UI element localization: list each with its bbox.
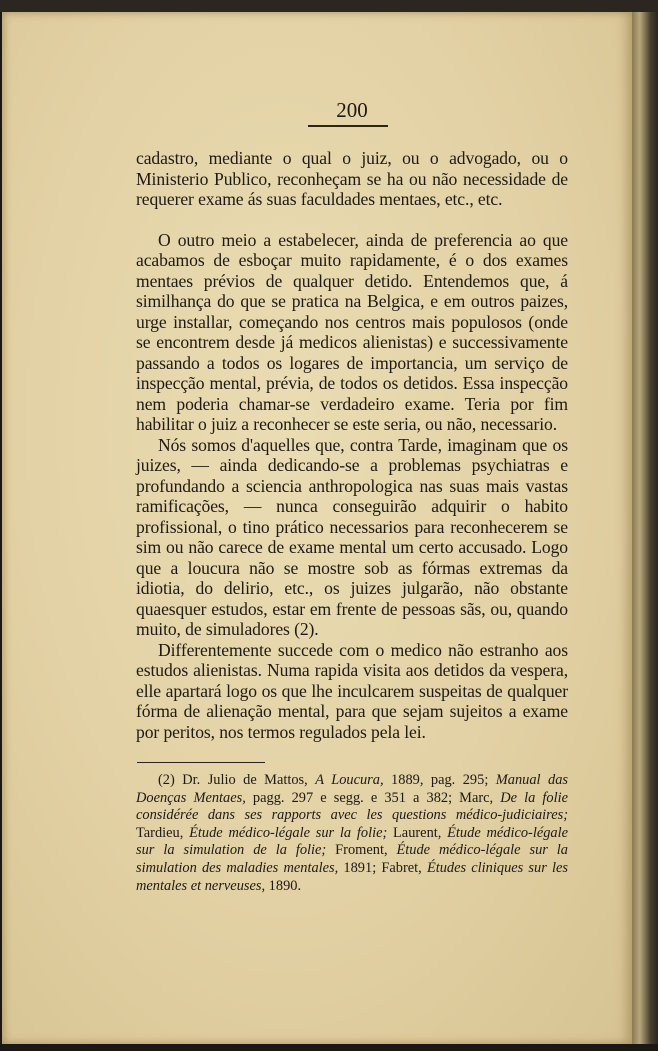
footnote-title: De la folie considérée dans ses rapports avec les questions médico-judiciaires; [136, 789, 569, 824]
footnote-segment: 1891; Fabret, [338, 859, 427, 876]
page-number-rule [308, 125, 388, 127]
footnote-title: Étude médico-légale sur la folie; [189, 824, 388, 841]
paragraph-1: cadastro, mediante o qual o juiz, ou o advogado, ou o Ministerio Publico, reconheçam se ha ou não necessidade de requerer exame ás suas faculdades mentaes, etc., etc. [136, 148, 568, 209]
footnote-title: Étude médico-légale sur la simulation de la folie; [136, 824, 568, 859]
footnote-text [136, 772, 568, 895]
footnote-segment: Tardieu, [136, 824, 190, 841]
footnote-segment: Laurent, [387, 824, 448, 841]
page-number: 200 [336, 98, 368, 122]
paragraph-4: Differentemente succede com o medico não estranho aos estudos alienistas. Numa rapida visita aos detidos da vespera, elle apartará logo os que lhe inculcarem suspeitas de qualquer fórma de alienação mental, para que sejam sujeitos a exame por peritos, nos termos regulados pela lei. [136, 639, 568, 742]
footnote-title: Étude médico-légale sur la simulation des maladies mentales, [136, 842, 568, 876]
footnote-title: Manual das Doenças Mentaes, [136, 772, 569, 806]
footnote-segment: Froment, [326, 842, 397, 859]
scan-top-edge [0, 0, 658, 12]
footnote-rule [137, 762, 265, 763]
paragraph-3: Nós somos d'aquelles que, contra Tarde, imaginam que os juizes, — ainda dedicando-se a problemas psychiatras e profundando a sciencia anthropologica nas suas mais vastas ramificações, — nunca conseguirão adquirir o habito profissional, o tino prático necessarios para reconhecerem se sim ou não carece de exame mental um certo accusado. Logo que a loucura não se mostre sob as fórmas extremas da idiotia, do delirio, etc., os juizes julgarão, não obstante quaesquer estudos, estar em frente de pessoas sãs, ou, quando muito, de simuladores (2). [136, 434, 568, 639]
footnote-title: Études cliniques sur les mentales et nerveuses, [136, 859, 568, 894]
body-text [136, 148, 568, 742]
book-spine-edge [632, 12, 658, 1044]
footnote-marker: (2) [158, 772, 175, 788]
footnote-segment: Dr. Julio de Mattos, [174, 772, 316, 788]
footnote-title: A Loucura, [315, 772, 384, 788]
paragraph-2: O outro meio a estabelecer, ainda de preferencia ao que acabamos de esboçar muito rapidamente, é o dos exames mentaes prévios de qualquer detido. Entendemos que, á similhança do que se pratica na Belgica, e em outros paizes, urge installar, começando nos centros mais populosos (onde se encontrem desde já medicos alienistas) e successivamente passando a todos os logares de importancia, um serviço de inspecção mental, prévia, de todos os detidos. Essa inspecção nem poderia chamar-se verdadeiro exame. Teria por fim habilitar o juiz a reconhecer se este seria, ou não, necessario. [136, 229, 568, 434]
footnote-segment: 1890. [265, 877, 302, 894]
footnote-segment: pagg. 297 e segg. e 351 a 382; Marc, [245, 789, 501, 806]
footnote [136, 772, 568, 895]
footnote-segment: 1889, pag. 295; [383, 772, 496, 788]
